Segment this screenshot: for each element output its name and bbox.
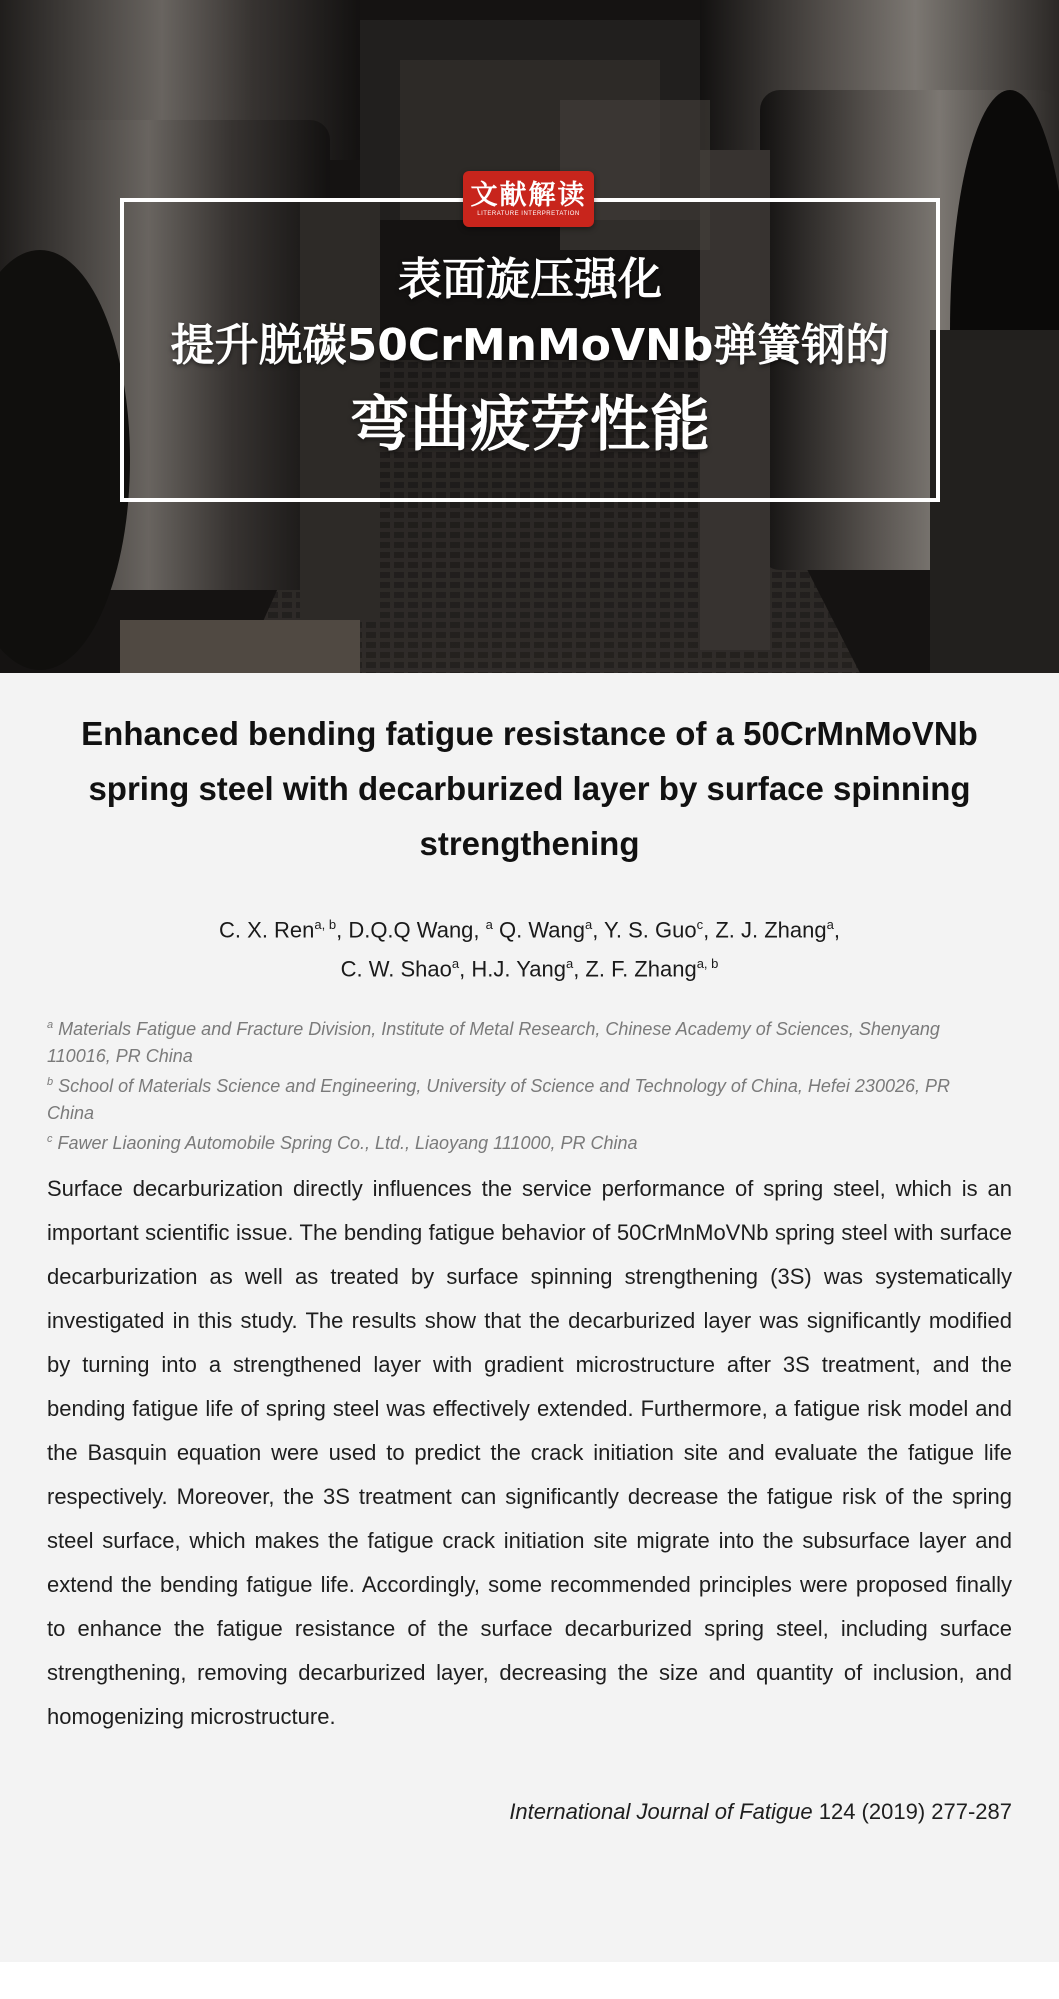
affiliation-mark: a — [585, 917, 593, 932]
affiliation-mark: c — [696, 917, 704, 932]
affiliation-mark: a — [565, 956, 574, 972]
affiliation-mark: a, b — [314, 917, 337, 932]
chinese-title-line-1: 表面旋压强化 — [398, 254, 662, 305]
affiliation-list — [47, 1012, 977, 1157]
author-name: , Z. J. Zhang — [703, 917, 827, 943]
author-name: C. X. Ren — [219, 917, 315, 943]
affiliation-item — [47, 1012, 977, 1069]
affiliation-mark: c — [47, 1133, 53, 1145]
affiliation-mark: a — [826, 917, 834, 932]
paper-title: Enhanced bending fatigue resistance of a 50CrMnMoVNb spring steel with decarburized layer by surface spinning strengthening — [81, 715, 978, 862]
affiliation-item — [47, 1126, 977, 1157]
author-separator: , — [833, 917, 840, 943]
author-name: C. W. Shao — [340, 956, 452, 982]
chinese-title-line-2: 提升脱碳50CrMnMoVNb弹簧钢的 — [170, 320, 890, 371]
affiliation-mark: a — [451, 956, 460, 972]
author-name: , Y. S. Guo — [592, 917, 697, 943]
affiliation-text: Fawer Liaoning Automobile Spring Co., Ltd., Liaoyang 111000, PR China — [52, 1133, 638, 1153]
author-name: , H.J. Yang — [459, 956, 566, 982]
affiliation-text: School of Materials Science and Engineering, University of Science and Technology of China, Hefei 230026, PR China — [47, 1076, 950, 1123]
hero-banner — [0, 0, 1059, 673]
citation-details: 124 (2019) 277-287 — [812, 1799, 1012, 1824]
author-line-1 — [80, 908, 979, 947]
affiliation-mark: a — [47, 1019, 54, 1031]
affiliation-mark: a, b — [696, 956, 719, 972]
author-list — [80, 908, 979, 987]
footer-strip — [0, 1962, 1059, 1999]
author-name: , D.Q.Q Wang, — [336, 917, 486, 943]
abstract-paragraph: Surface decarburization directly influences the service performance of spring steel, which is an important scientific issue. The bending fatigue behavior of 50CrMnMoVNb spring steel with surface decarburization as well as treated by surface spinning strengthening (3S) was systematically investigated in this study. The results show that the decarburized layer was significantly modified by turning into a strengthened layer with gradient microstructure after 3S treatment, and the bending fatigue life of spring steel was effectively extended. Furthermore, a fatigue risk model and the Basquin equation were used to predict the crack initiation site and evaluate the fatigue life respectively. Moreover, the 3S treatment can significantly decrease the fatigue risk of the spring steel surface, which makes the fatigue crack initiation site migrate into the subsurface layer and extend the bending fatigue life. Accordingly, some recommended principles were proposed finally to enhance the fatigue resistance of the surface decarburized spring steel, including surface strengthening, removing decarburized layer, decreasing the size and quantity of inclusion, and homogenizing microstructure. — [47, 1176, 1012, 1729]
literature-interpretation-badge — [463, 171, 594, 227]
affiliation-item — [47, 1069, 977, 1126]
author-line-2 — [80, 947, 979, 986]
journal-name: International Journal of Fatigue — [509, 1799, 813, 1824]
journal-citation — [47, 1795, 1012, 1829]
author-name: Q. Wang — [492, 917, 585, 943]
affiliation-mark: b — [47, 1076, 54, 1088]
badge-title: 文献解读 — [470, 179, 587, 211]
badge-subtitle: LITERATURE INTERPRETATION — [477, 210, 580, 217]
chinese-title-line-3: 弯曲疲劳性能 — [350, 390, 710, 460]
affiliation-text: Materials Fatigue and Fracture Division, Institute of Metal Research, Chinese Academy of Sciences, Shenyang 110016, PR China — [47, 1019, 940, 1066]
affiliation-mark: a — [485, 917, 493, 932]
author-name: , Z. F. Zhang — [573, 956, 697, 982]
